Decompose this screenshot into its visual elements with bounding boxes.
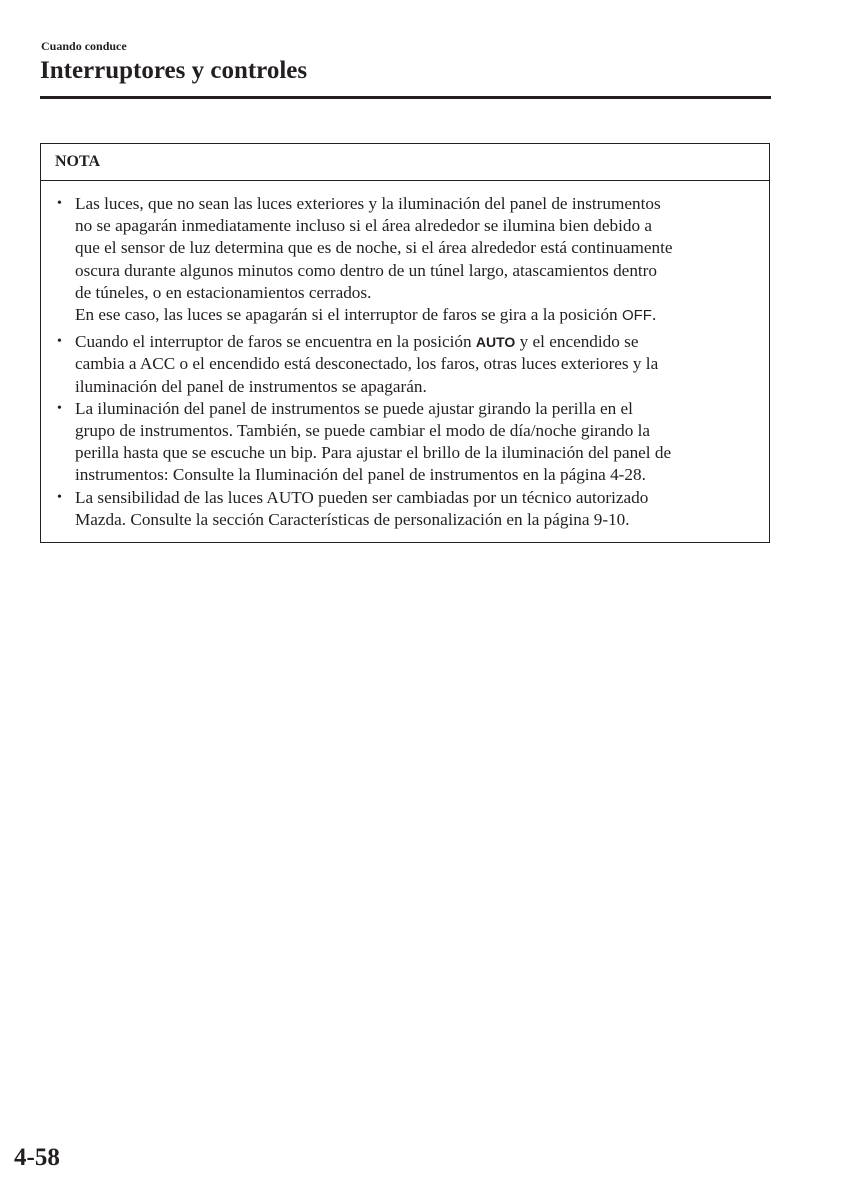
note-line: perilla hasta que se escuche un bip. Para ajustar el brillo de la iluminación del panel de	[75, 443, 672, 463]
note-continuation-end: .	[651, 305, 657, 325]
note-continuation-text: En ese caso, las luces se apagarán si el interruptor de faros se gira a la posición	[75, 305, 622, 325]
list-item	[57, 193, 747, 327]
bullet-icon: •	[57, 334, 62, 350]
bullet-icon: •	[57, 400, 62, 416]
note-line: de túneles, o en estacionamientos cerrados.	[75, 282, 372, 302]
note-line: Mazda. Consulte la sección Características de personalización en la página 9-10.	[75, 509, 630, 529]
note-line: instrumentos: Consulte la Iluminación del panel de instrumentos en la página 4-28.	[75, 465, 646, 485]
list-item	[57, 331, 747, 398]
note-heading: NOTA	[41, 144, 769, 181]
list-item	[57, 487, 747, 531]
off-symbol: OFF	[621, 307, 652, 325]
note-line: oscura durante algunos minutos como dentro de un túnel largo, atascamientos dentro	[75, 260, 657, 280]
note-line: que el sensor de luz determina que es de noche, si el área alrededor está continuamente	[75, 238, 673, 258]
note-box	[40, 143, 770, 543]
note-line: cambia a ACC o el encendido está desconectado, los faros, otras luces exteriores y la	[75, 354, 659, 374]
note-line: La sensibilidad de las luces AUTO pueden ser cambiadas por un técnico autorizado	[75, 487, 649, 507]
note-line: iluminación del panel de instrumentos se apagarán.	[75, 376, 427, 396]
note-line: grupo de instrumentos. También, se puede cambiar el modo de día/noche girando la	[75, 421, 651, 441]
note-continuation	[75, 304, 747, 327]
note-list	[41, 181, 769, 531]
note-line: no se apagarán inmediatamente incluso si el área alrededor se ilumina bien debido a	[75, 216, 652, 236]
note-line-start: Cuando el interruptor de faros se encuentra en la posición	[75, 332, 476, 352]
page-number: 4-58	[14, 1144, 60, 1171]
note-line: La iluminación del panel de instrumentos se puede ajustar girando la perilla en el	[75, 398, 633, 418]
title-divider	[40, 96, 771, 99]
bullet-icon: •	[57, 489, 62, 505]
bullet-icon: •	[57, 196, 62, 211]
page-title: Interruptores y controles	[40, 57, 308, 84]
note-line	[75, 331, 747, 353]
note-line: Las luces, que no sean las luces exteriores y la iluminación del panel de instrumentos	[75, 194, 661, 213]
note-line-end: y el encendido se	[515, 332, 639, 352]
section-label: Cuando conduce	[41, 39, 127, 53]
list-item	[57, 398, 747, 487]
auto-symbol: AUTO	[475, 334, 516, 351]
